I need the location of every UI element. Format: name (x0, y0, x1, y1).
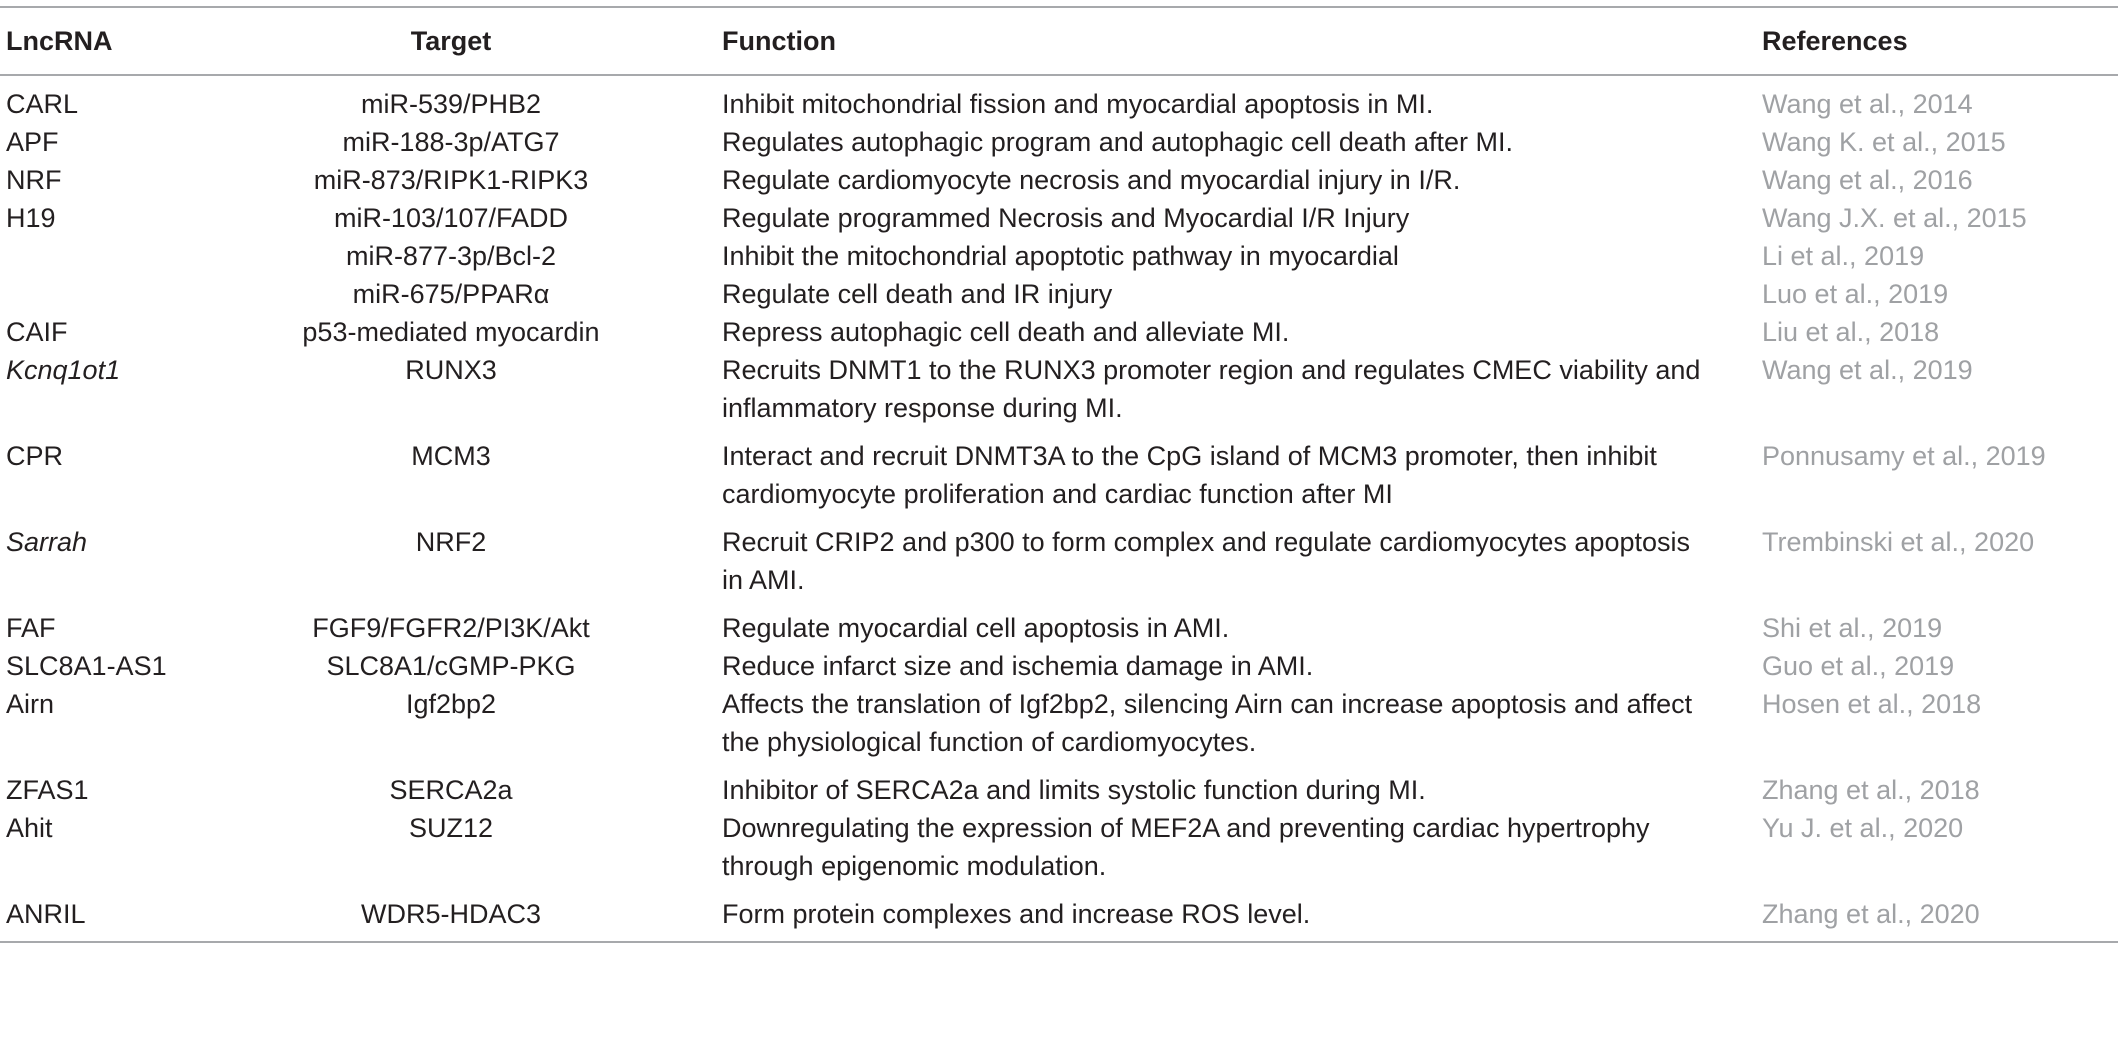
table-row (0, 351, 2118, 437)
table-row (0, 685, 2118, 771)
cell-target: miR-539/PHB2 (360, 89, 542, 119)
cell-function: Regulate programmed Necrosis and Myocardial I/R Injury (722, 203, 1410, 233)
cell-function: Recruit CRIP2 and p300 to form complex and regulate cardiomyocytes apoptosis in AMI. (722, 527, 1690, 595)
table-row (0, 199, 2118, 237)
cell-reference: Li et al., 2019 (1762, 241, 1925, 271)
table-row (0, 809, 2118, 895)
cell-target: p53-mediated myocardin (302, 317, 600, 347)
table-body (0, 75, 2118, 942)
table-row (0, 895, 2118, 942)
cell-lncrna: H19 (6, 203, 56, 233)
cell-function: Affects the translation of Igf2bp2, silencing Airn can increase apoptosis and affect the physiological function of cardiomyocytes. (722, 689, 1693, 757)
cell-function: Regulates autophagic program and autophagic cell death after MI. (722, 127, 1514, 157)
cell-target: Igf2bp2 (405, 689, 497, 719)
header-function: Function (682, 7, 1722, 75)
cell-lncrna: NRF (6, 165, 62, 195)
cell-target: NRF2 (415, 527, 487, 557)
table-row (0, 771, 2118, 809)
cell-function: Downregulating the expression of MEF2A and preventing cardiac hypertrophy through epigenomic modulation. (722, 813, 1650, 881)
cell-function: Inhibit mitochondrial fission and myocardial apoptosis in MI. (722, 89, 1434, 119)
cell-reference: Zhang et al., 2020 (1722, 895, 2118, 942)
cell-function: Inhibit the mitochondrial apoptotic pathway in myocardial (722, 241, 1399, 271)
cell-reference: Zhang et al., 2018 (1762, 775, 1980, 805)
cell-lncrna: CPR (6, 441, 64, 471)
cell-target: SERCA2a (389, 775, 513, 805)
cell-reference: Yu J. et al., 2020 (1762, 813, 1964, 843)
lncrna-table (0, 6, 2118, 943)
cell-lncrna: SLC8A1-AS1 (6, 651, 167, 681)
cell-lncrna (0, 237, 220, 275)
header-row (0, 7, 2118, 75)
cell-reference: Liu et al., 2018 (1762, 317, 1940, 347)
cell-function: Recruits DNMT1 to the RUNX3 promoter region and regulates CMEC viability and inflammatory response during MI. (722, 355, 1701, 423)
cell-target: RUNX3 (405, 355, 497, 385)
cell-target: miR-675/PPARα (352, 279, 550, 309)
header-references: References (1722, 7, 2118, 75)
cell-reference: Wang J.X. et al., 2015 (1762, 203, 2027, 233)
cell-reference: Trembinski et al., 2020 (1762, 527, 2035, 557)
cell-target: FGF9/FGFR2/PI3K/Akt (312, 613, 590, 643)
table-header (0, 7, 2118, 75)
table-row (0, 609, 2118, 647)
cell-reference: Luo et al., 2019 (1762, 279, 1949, 309)
table-row (0, 161, 2118, 199)
cell-lncrna: Sarrah (6, 527, 88, 557)
table-row (0, 437, 2118, 523)
lncrna-table-container (0, 6, 2118, 943)
cell-function: Regulate cell death and IR injury (722, 279, 1113, 309)
cell-reference: Hosen et al., 2018 (1762, 689, 1982, 719)
table-row (0, 647, 2118, 685)
table-row (0, 123, 2118, 161)
cell-lncrna (0, 275, 220, 313)
cell-reference: Wang K. et al., 2015 (1762, 127, 2006, 157)
cell-lncrna: APF (6, 127, 59, 157)
cell-lncrna: CARL (6, 89, 79, 119)
table-row (0, 75, 2118, 123)
cell-reference: Wang et al., 2019 (1762, 355, 1973, 385)
cell-reference: Wang et al., 2014 (1762, 89, 1973, 119)
cell-lncrna: ANRIL (0, 895, 220, 942)
cell-lncrna: ZFAS1 (6, 775, 89, 805)
cell-target: miR-877-3p/Bcl-2 (345, 241, 557, 271)
header-lncrna: LncRNA (0, 7, 220, 75)
cell-lncrna: Ahit (6, 813, 53, 843)
cell-reference: Shi et al., 2019 (1762, 613, 1943, 643)
cell-function: Repress autophagic cell death and alleviate MI. (722, 317, 1290, 347)
cell-reference: Guo et al., 2019 (1762, 651, 1955, 681)
cell-function: Interact and recruit DNMT3A to the CpG island of MCM3 promoter, then inhibit cardiomyocyte proliferation and cardiac function after MI (722, 441, 1657, 509)
table-row (0, 237, 2118, 275)
table-row (0, 313, 2118, 351)
cell-target: miR-103/107/FADD (333, 203, 569, 233)
cell-target: SUZ12 (408, 813, 494, 843)
cell-target: WDR5-HDAC3 (220, 895, 682, 942)
cell-function: Form protein complexes and increase ROS level. (682, 895, 1722, 942)
table-row (0, 523, 2118, 609)
cell-lncrna: CAIF (6, 317, 68, 347)
cell-lncrna: FAF (6, 613, 56, 643)
cell-target: miR-188-3p/ATG7 (342, 127, 560, 157)
table-row (0, 275, 2118, 313)
cell-reference: Ponnusamy et al., 2019 (1762, 441, 2046, 471)
header-target: Target (220, 7, 682, 75)
cell-reference: Wang et al., 2016 (1762, 165, 1973, 195)
cell-target: MCM3 (411, 441, 491, 471)
cell-function: Reduce infarct size and ischemia damage in AMI. (722, 651, 1314, 681)
cell-target: miR-873/RIPK1-RIPK3 (313, 165, 589, 195)
cell-function: Inhibitor of SERCA2a and limits systolic function during MI. (722, 775, 1426, 805)
cell-lncrna: Airn (6, 689, 55, 719)
cell-target: SLC8A1/cGMP-PKG (326, 651, 576, 681)
cell-lncrna: Kcnq1ot1 (6, 355, 121, 385)
cell-function: Regulate myocardial cell apoptosis in AMI. (722, 613, 1230, 643)
cell-function: Regulate cardiomyocyte necrosis and myocardial injury in I/R. (722, 165, 1461, 195)
